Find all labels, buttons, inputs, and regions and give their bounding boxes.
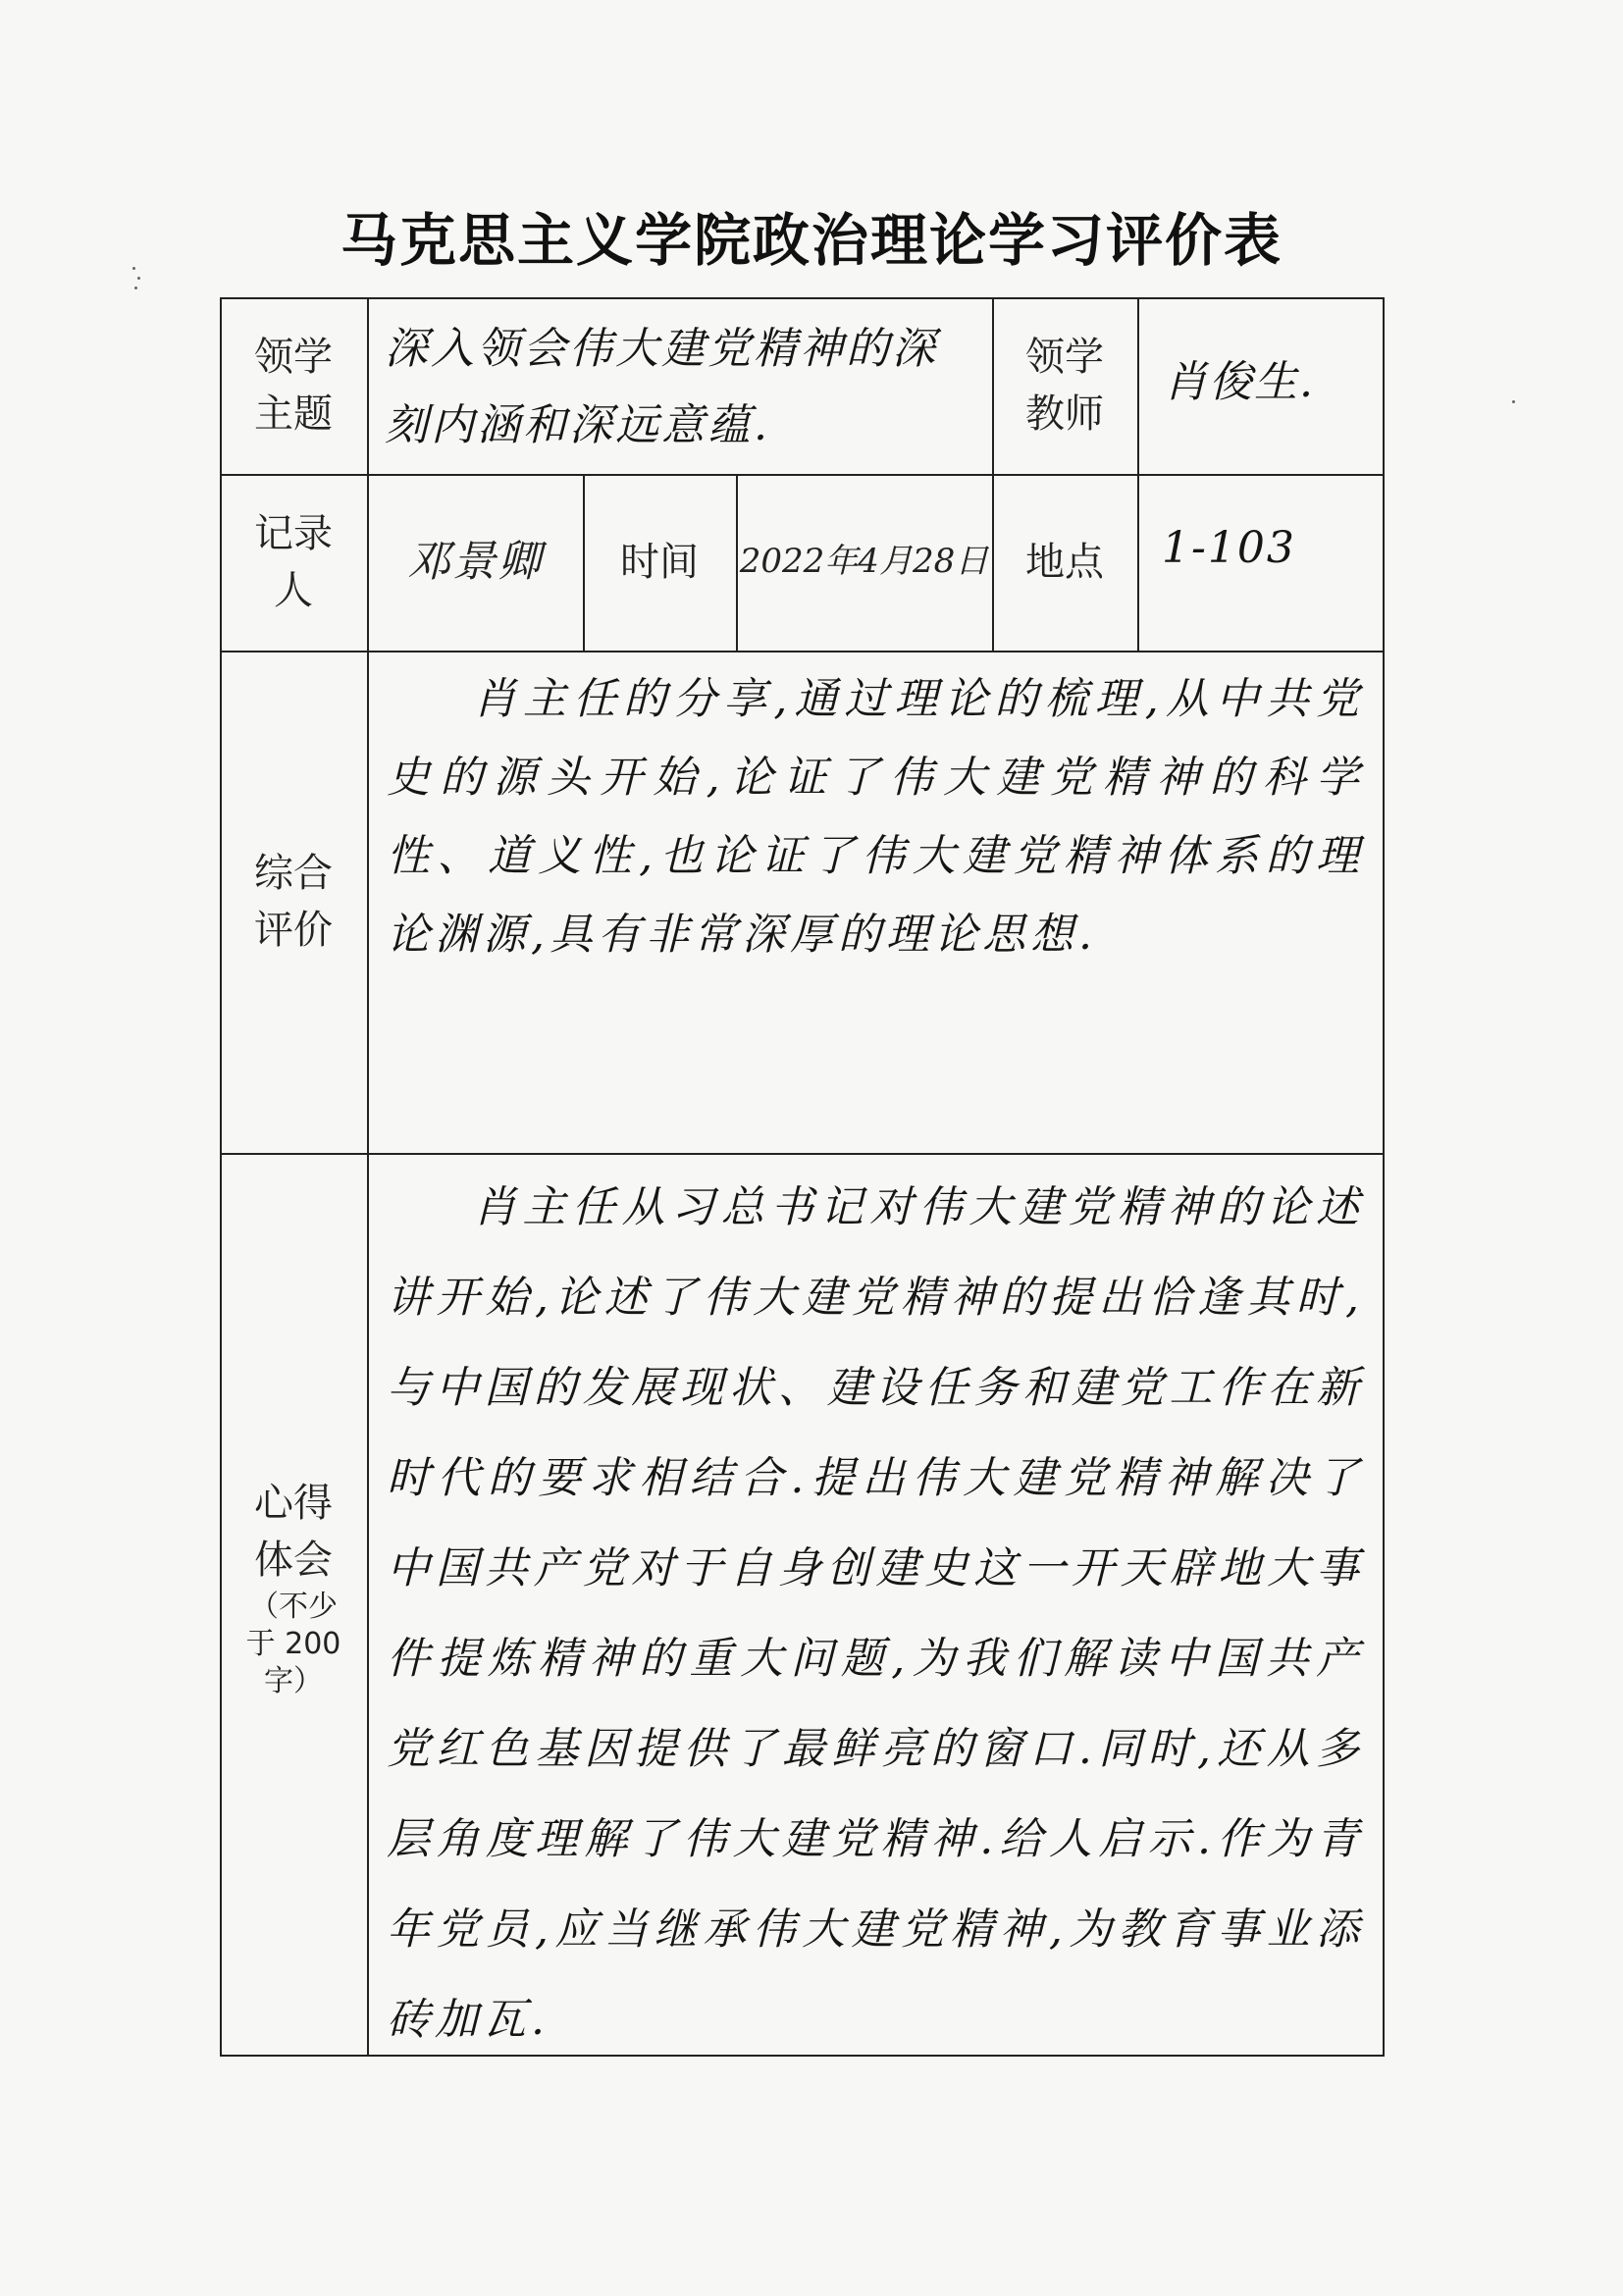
time-value: 2022年4月28日: [739, 542, 989, 582]
topic-value: 深入领会伟大建党精神的深刻内涵和深远意蕴.: [385, 324, 938, 450]
teacher-value: 肖俊生.: [1164, 357, 1315, 407]
table-border-right: [1383, 297, 1385, 2057]
time-label: 时间: [620, 540, 699, 585]
place-label: 地点: [1025, 540, 1104, 585]
scan-speck: [137, 277, 140, 280]
table-rule-2: [220, 651, 1385, 652]
scan-speck: [1512, 400, 1515, 403]
table-rule-3: [220, 1153, 1385, 1155]
evaluation-form-table: [220, 297, 1385, 2057]
place-value: 1-103: [1162, 523, 1296, 573]
table-border-top: [220, 297, 1385, 299]
scan-speck: [134, 287, 137, 289]
evaluation-label: 综合 评价: [254, 851, 333, 953]
reflection-text: 肖主任从习总书记对伟大建党精神的论述讲开始,论述了伟大建党精神的提出恰逢其时,与中国的发展现状、建设任务和建党工作在新时代的要求相结合.提出伟大建党精神解决了中国共产党对于自身创建史这一开天辟地大事件提炼精神的重大问题,为我们解读中国共产党红色基因提供了最鲜亮的窗口.同时,还从多层角度理解了伟大建党精神.给人启示.作为青年党员,应当继承伟大建党精神,为教育事业添砖加瓦.: [387, 1182, 1364, 2045]
topic-label: 领学 主题: [254, 335, 333, 437]
reflection-label: 心得 体会 （不少 于 200 字）: [245, 1481, 341, 1698]
evaluation-text: 肖主任的分享,通过理论的梳理,从中共党史的源头开始,论证了伟大建党精神的科学性、道义性,也论证了伟大建党精神体系的理论渊源,具有非常深厚的理论思想.: [387, 674, 1364, 960]
page-title: 马克思主义学院政治理论学习评价表: [340, 207, 1283, 274]
reflection-word-count-note: （不少 于 200 字）: [245, 1590, 341, 1698]
recorder-label: 记录 人: [254, 511, 333, 613]
teacher-label: 领学 教师: [1025, 335, 1104, 437]
recorder-value: 邓景卿: [407, 537, 543, 588]
teacher-label-right-divider: [1137, 297, 1139, 651]
scan-speck: [132, 267, 135, 270]
